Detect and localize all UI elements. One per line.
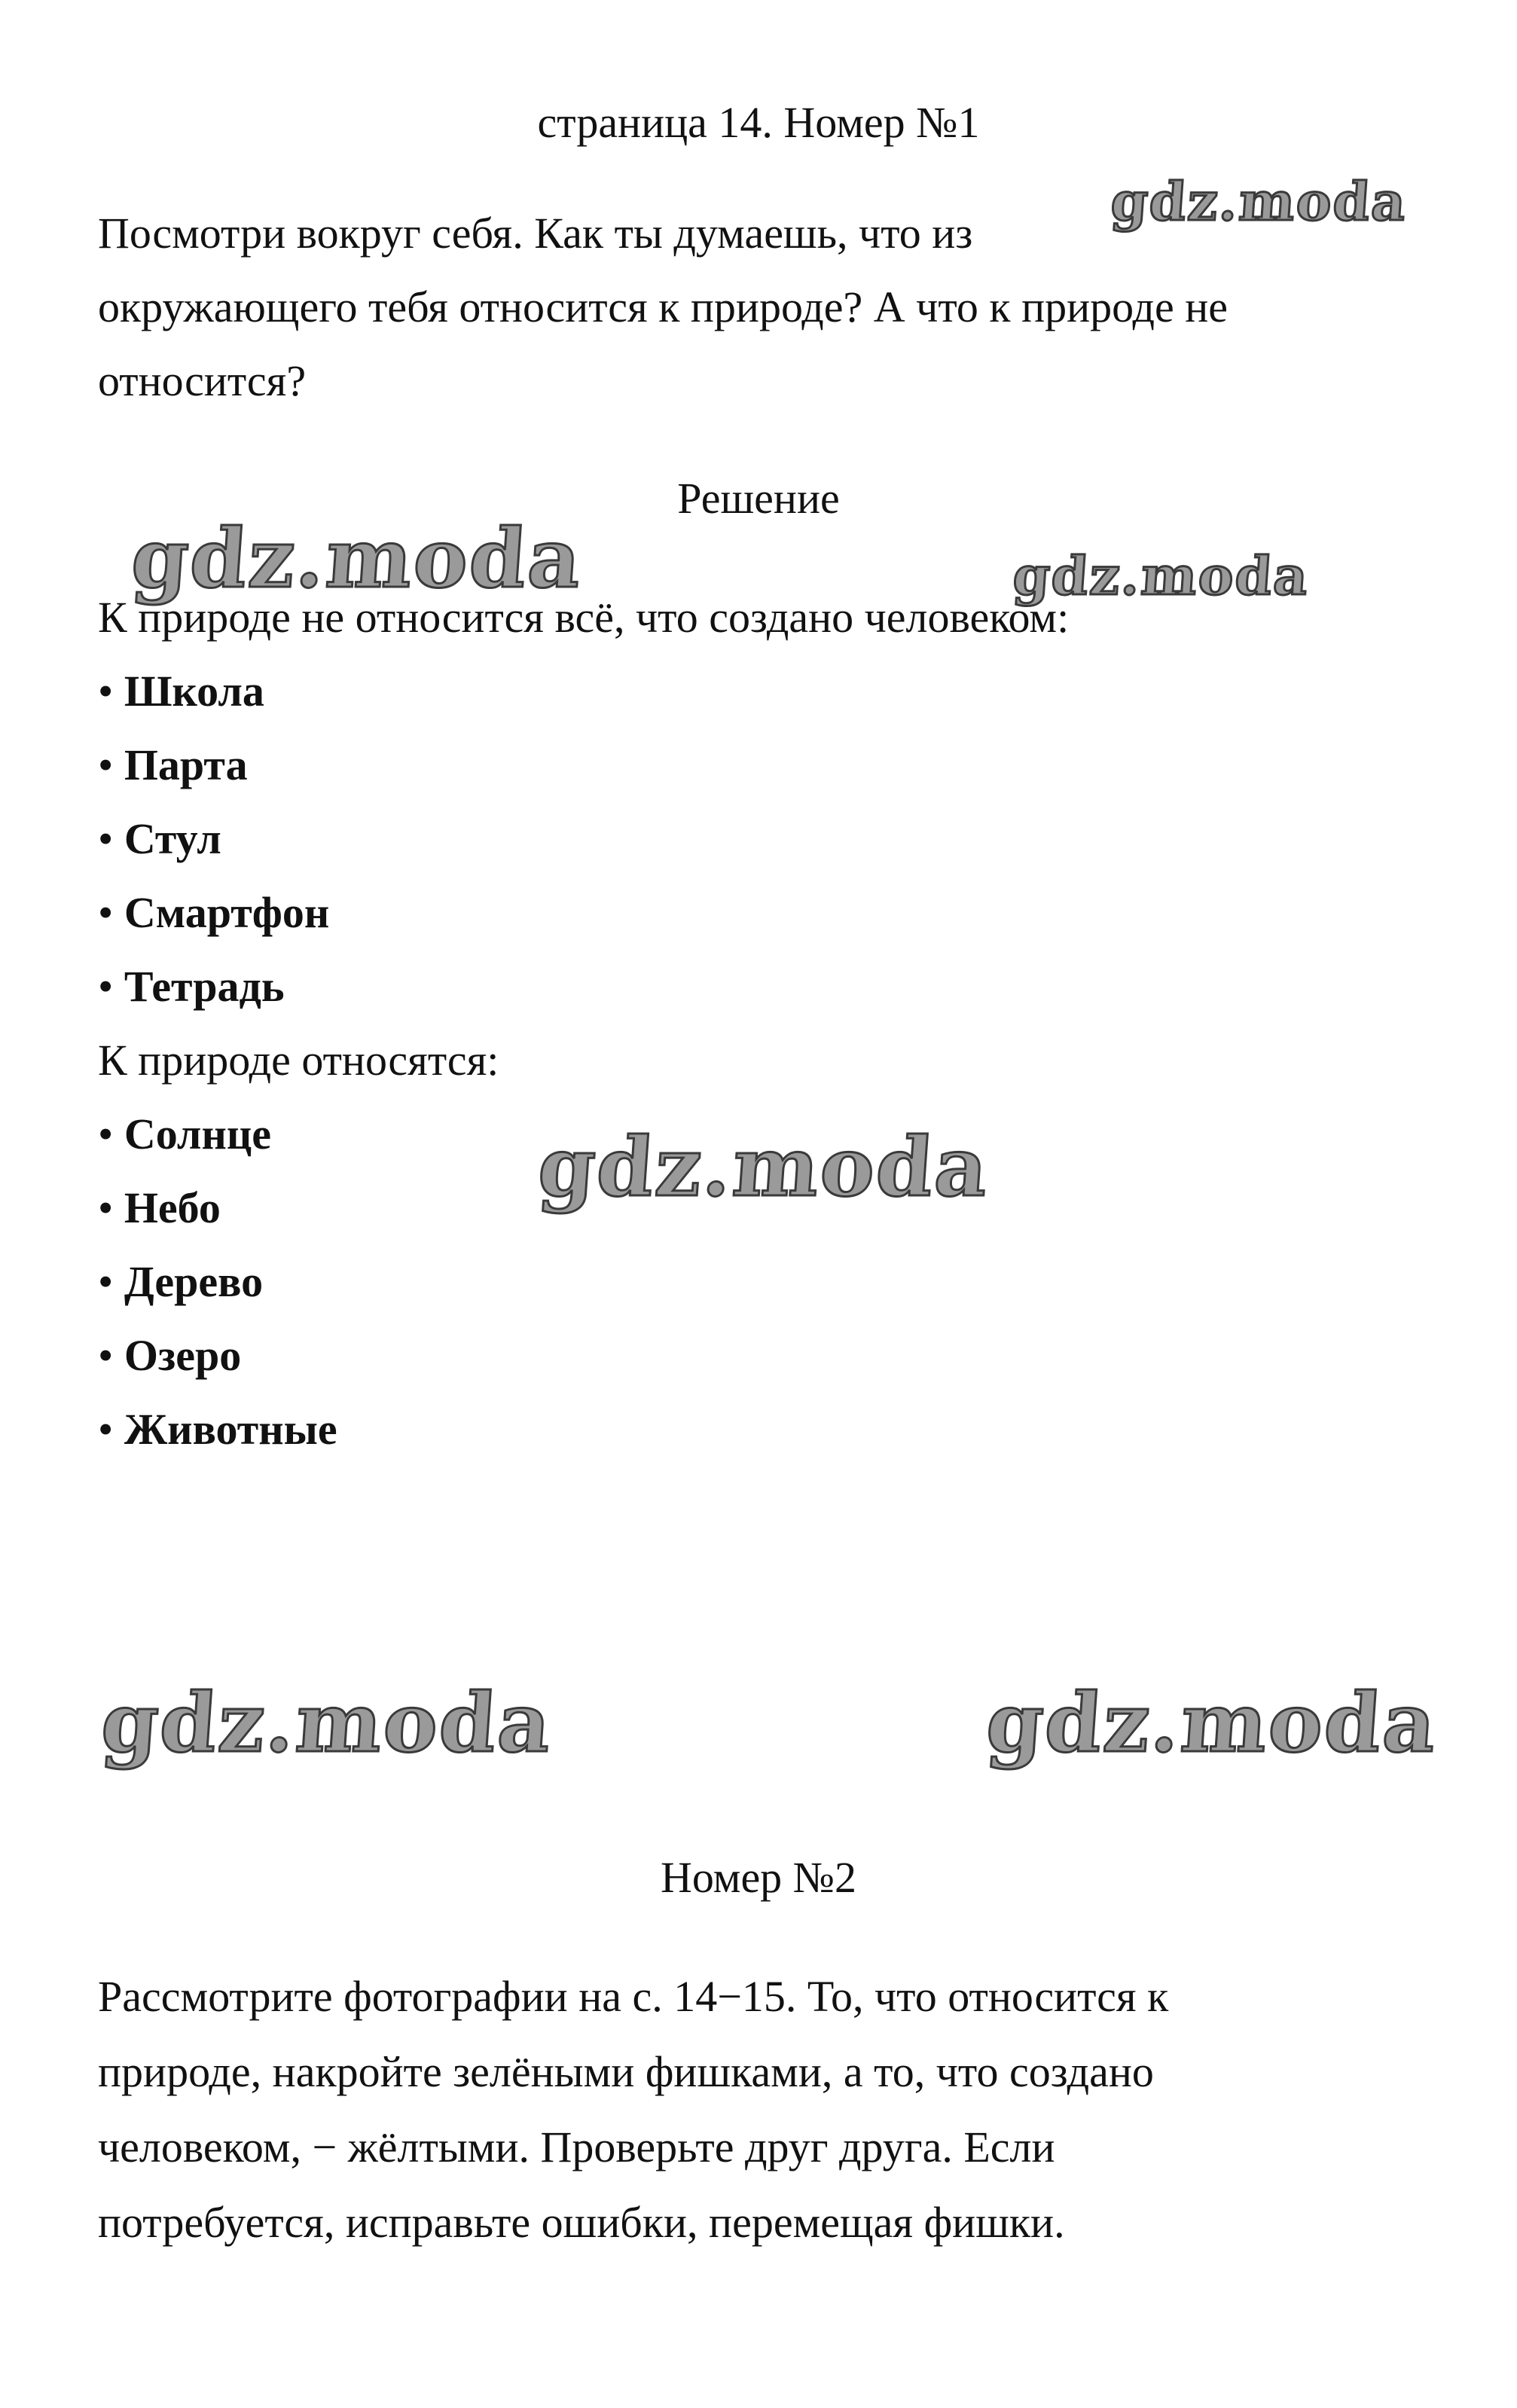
list-item-text: Стул bbox=[124, 814, 221, 863]
question-line-2: окружающего тебя относится к природе? А что к природе не bbox=[98, 282, 1229, 331]
list-item-text: Озеро bbox=[124, 1331, 242, 1380]
list-item-text: Школа bbox=[124, 667, 264, 716]
list-item bbox=[98, 665, 264, 718]
nature-intro: К природе относятся: bbox=[98, 1036, 499, 1085]
question2-line-2: природе, накройте зелёными фишками, а то, что создано bbox=[98, 2047, 1154, 2096]
list-item-text: Животные bbox=[124, 1405, 337, 1454]
list-item bbox=[98, 1329, 241, 1382]
bullet: • bbox=[98, 888, 114, 937]
list-item bbox=[98, 813, 221, 865]
list-item-text: Дерево bbox=[124, 1257, 264, 1306]
watermark: gdz.moda bbox=[535, 1120, 993, 1215]
bullet: • bbox=[98, 1183, 114, 1232]
list-item bbox=[98, 887, 329, 939]
watermark: gdz.moda bbox=[1011, 545, 1312, 607]
question2-line-3: человеком, − жёлтыми. Проверьте друг друга. Если bbox=[98, 2123, 1055, 2171]
solution-label: Решение bbox=[677, 474, 840, 523]
list-item-text: Небо bbox=[124, 1183, 221, 1232]
bullet: • bbox=[98, 1109, 114, 1158]
watermark: gdz.moda bbox=[1109, 170, 1410, 233]
list-item bbox=[98, 960, 285, 1013]
bullet: • bbox=[98, 1405, 114, 1454]
watermark: gdz.moda bbox=[128, 511, 586, 606]
bullet: • bbox=[98, 667, 114, 716]
question-line-1: Посмотри вокруг себя. Как ты думаешь, что из bbox=[98, 209, 973, 258]
list-item-text: Смартфон bbox=[124, 888, 330, 937]
section2-heading: Номер №2 bbox=[660, 1853, 857, 1902]
bullet: • bbox=[98, 740, 114, 789]
bullet: • bbox=[98, 1257, 114, 1306]
watermark: gdz.moda bbox=[98, 1676, 556, 1771]
list-item bbox=[98, 1182, 221, 1235]
list-item-text: Тетрадь bbox=[124, 962, 285, 1011]
bullet: • bbox=[98, 1331, 114, 1380]
list-item bbox=[98, 739, 248, 792]
question2-line-4: потребуется, исправьте ошибки, перемещая фишки. bbox=[98, 2198, 1065, 2247]
list-item bbox=[98, 1256, 263, 1308]
list-item-text: Солнце bbox=[124, 1109, 272, 1158]
question-line-3: относится? bbox=[98, 356, 307, 405]
question2-line-1: Рассмотрите фотографии на с. 14−15. То, что относится к bbox=[98, 1972, 1169, 2021]
bullet: • bbox=[98, 814, 114, 863]
not-nature-intro: К природе не относится всё, что создано человеком: bbox=[98, 593, 1070, 642]
list-item bbox=[98, 1403, 337, 1456]
list-item bbox=[98, 1108, 271, 1161]
list-item-text: Парта bbox=[124, 740, 248, 789]
page-heading: страница 14. Номер №1 bbox=[537, 98, 980, 147]
bullet: • bbox=[98, 962, 114, 1011]
watermark: gdz.moda bbox=[983, 1676, 1441, 1771]
